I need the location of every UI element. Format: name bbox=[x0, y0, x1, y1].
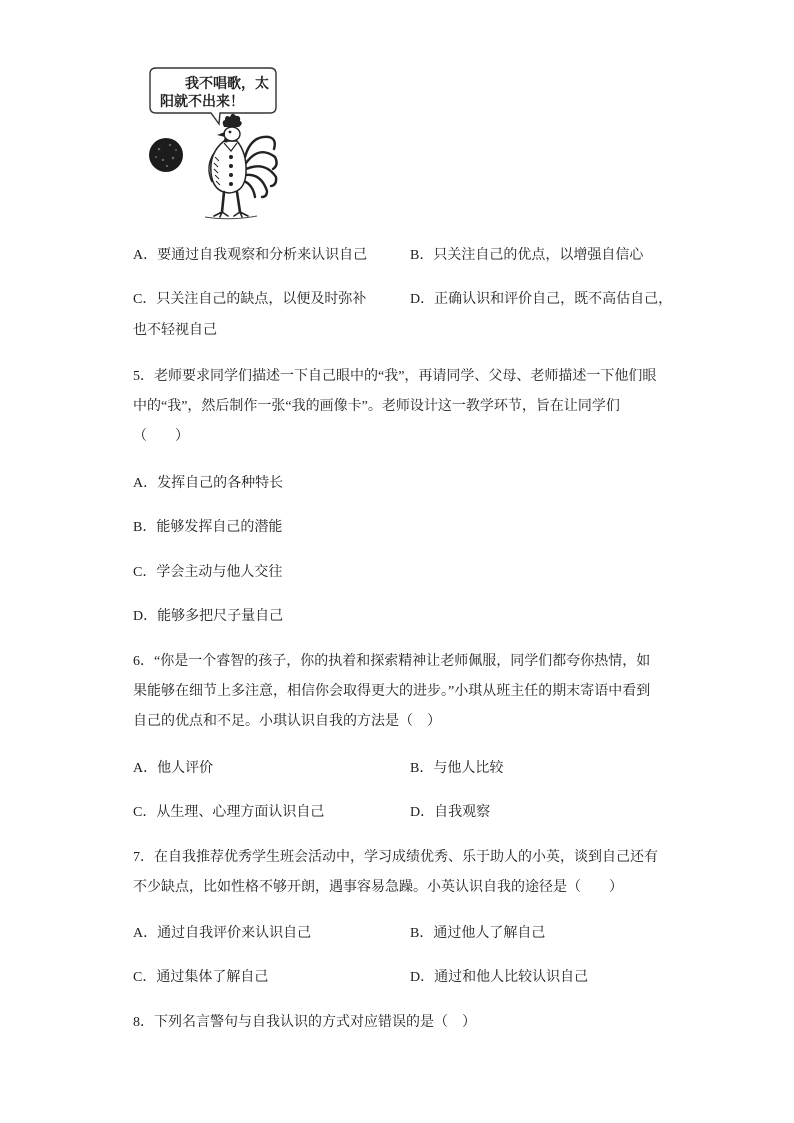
option-c: C．只关注自己的缺点，以便及时弥补 bbox=[133, 292, 367, 307]
tail-feather bbox=[246, 166, 276, 186]
question-6-option-b: B．与他人比较 bbox=[410, 761, 504, 776]
coat-button bbox=[229, 173, 233, 177]
question-8-stem-line: 8．下列名言警句与自我认识的方式对应错误的是（ ） bbox=[133, 1015, 476, 1030]
rooster-leg bbox=[237, 192, 240, 212]
rooster-leg bbox=[222, 192, 224, 212]
sun-speckle bbox=[162, 159, 164, 161]
question-7-option-a: A．通过自我评价来认识自己 bbox=[133, 926, 312, 941]
coat-button bbox=[229, 155, 233, 159]
rooster-eye bbox=[229, 131, 232, 134]
question-5-option-a: A．发挥自己的各种特长 bbox=[133, 476, 284, 491]
question-6-stem-line: 果能够在细节上多注意，相信你会取得更大的进步。”小琪从班主任的期末寄语中看到 bbox=[133, 684, 651, 699]
sun-speckle bbox=[158, 148, 161, 151]
question-5-option-c: C．学会主动与他人交往 bbox=[133, 565, 283, 580]
rooster-feet bbox=[214, 212, 248, 217]
option-d: D．正确认识和评价自己，既不高估自己， bbox=[410, 292, 673, 307]
sun-speckle bbox=[172, 157, 175, 160]
sun-speckle bbox=[155, 156, 157, 158]
question-5-stem-line: 5．老师要求同学们描述一下自己眼中的“我”，再请同学、父母、老师描述一下他们眼 bbox=[133, 369, 657, 384]
question-7-option-b: B．通过他人了解自己 bbox=[410, 926, 546, 941]
rooster-tail bbox=[244, 137, 277, 197]
option-b: B．只关注自己的优点，以增强自信心 bbox=[410, 248, 644, 263]
question-7-option-d: D．通过和他人比较认识自己 bbox=[410, 970, 589, 985]
question-6-option-d: D．自我观察 bbox=[410, 805, 491, 820]
coat-button bbox=[229, 182, 233, 186]
sun-speckle bbox=[166, 165, 168, 167]
tail-feather bbox=[245, 175, 267, 197]
sun-speckle bbox=[175, 149, 177, 151]
question-7-stem-line: 7．在自我推荐优秀学生班会活动中，学习成绩优秀、乐于助人的小英，谈到自己还有 bbox=[133, 850, 658, 865]
sun-disc bbox=[149, 138, 183, 172]
question-6-option-a: A．他人评价 bbox=[133, 761, 214, 776]
question-5-answer-blank: （ ） bbox=[133, 429, 189, 444]
question-5-stem-line: 中的“我”，然后制作一张“我的画像卡”。老师设计这一教学环节，旨在让同学们 bbox=[133, 399, 620, 414]
question-6-stem-line: 自己的优点和不足。小琪认识自我的方法是（ ） bbox=[133, 714, 441, 729]
question-5-option-b: B．能够发挥自己的潜能 bbox=[133, 520, 283, 535]
speech-bubble-line-1: 我不唱歌，太 bbox=[185, 77, 269, 92]
rooster-comb bbox=[223, 114, 242, 127]
tail-feather bbox=[244, 181, 255, 197]
speech-bubble bbox=[150, 68, 276, 124]
ground-line bbox=[205, 216, 257, 219]
option-d-continued: 也不轻视自己 bbox=[133, 323, 217, 338]
option-a: A．要通过自我观察和分析来认识自己 bbox=[133, 248, 368, 263]
rooster-beak bbox=[217, 132, 225, 137]
question-7-stem-line: 不少缺点，比如性格不够开朗，遇事容易急躁。小英认识自我的途径是（ ） bbox=[133, 880, 623, 895]
question-5-option-d: D．能够多把尺子量自己 bbox=[133, 609, 284, 624]
rooster-illustration bbox=[145, 65, 285, 223]
question-6-option-c: C．从生理、心理方面认识自己 bbox=[133, 805, 325, 820]
rooster-legs bbox=[214, 192, 248, 217]
question-6-stem-line: 6．“你是一个睿智的孩子，你的执着和探索精神让老师佩服，同学们都夸你热情，如 bbox=[133, 654, 651, 669]
dark-sun bbox=[149, 138, 183, 172]
question-7-option-c: C．通过集体了解自己 bbox=[133, 970, 269, 985]
sun-speckle bbox=[169, 144, 171, 146]
rooster-head bbox=[224, 127, 240, 141]
coat-button bbox=[229, 164, 233, 168]
rooster bbox=[205, 114, 277, 219]
speech-bubble-line-2: 阳就不出来！ bbox=[160, 95, 244, 110]
